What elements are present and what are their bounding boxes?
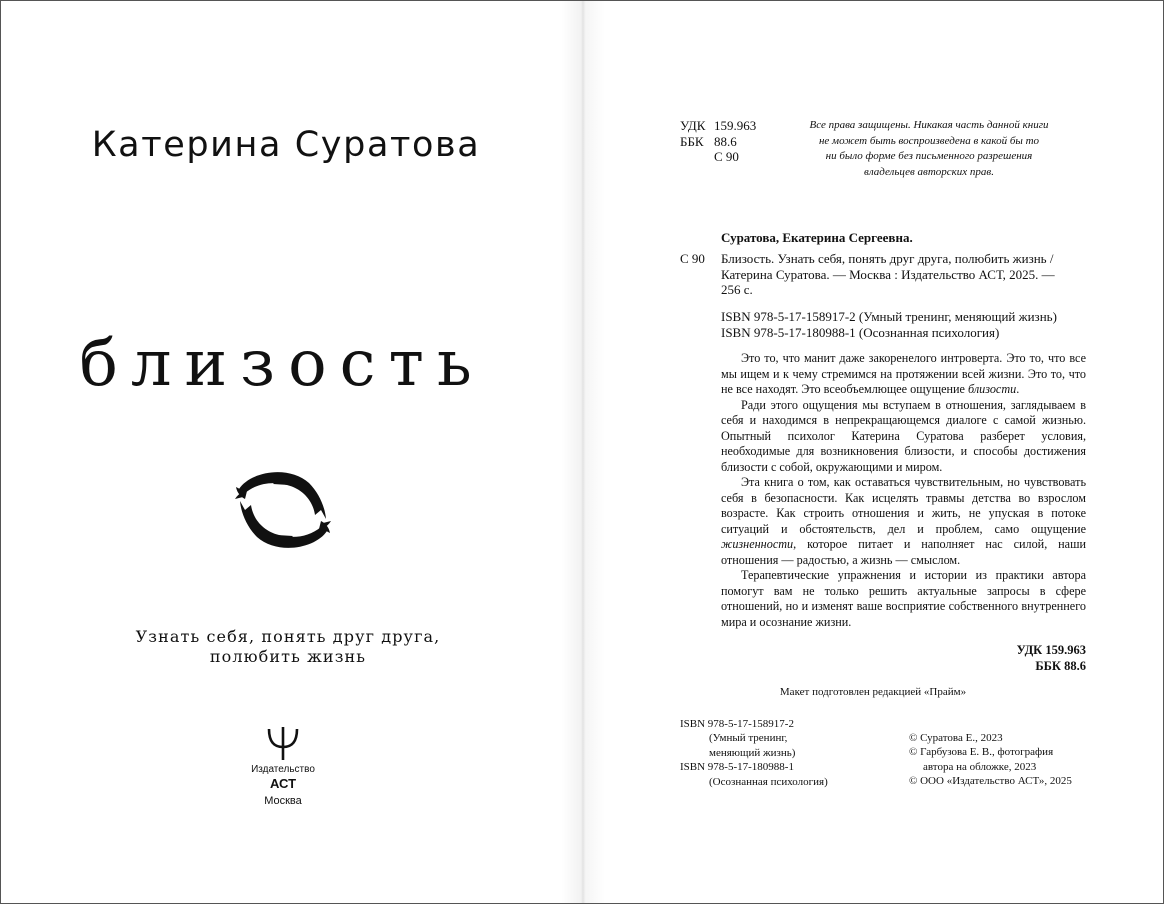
book-abstract bbox=[721, 351, 1086, 630]
subtitle-line-1: Узнать себя, понять друг друга, bbox=[135, 627, 441, 646]
abstract-paragraph: Терапевтические упражнения и истории из практики автора помогут вам не только решить актуальные запросы в сфере отношений, но и изменят ваше восприятие собственного внутреннего мира и осознание жизни. bbox=[721, 568, 1086, 629]
classification-row: УДК 159.963 bbox=[680, 118, 757, 133]
bibliographic-author: Суратова, Екатерина Сергеевна. bbox=[721, 230, 913, 245]
classification-row: ББК 88.6 bbox=[680, 133, 737, 149]
publisher-label: Издательство bbox=[251, 764, 315, 775]
abstract-paragraph: Эта книга о том, как оставаться чувствительным, но чувствовать себя в безопасности. Как исцелять травмы детства во взрослом возрасте. Как строить отношения и жить, не упуская в потоке ситуаций и обстоятельств, дел и проблем, само ощущение жизненности, которое питает и наполняет нас силой, наши отношения — радостью, а жизнь — смыслом. bbox=[721, 475, 1086, 567]
classification-codes bbox=[680, 118, 756, 165]
publisher-logo bbox=[248, 725, 318, 807]
imprint-page bbox=[583, 1, 1163, 903]
abstract-paragraph: Ради этого ощущения мы вступаем в отношения, заглядываем в себя и находимся в непрекращающемся диалоге с самой жизнью. Опытный психолог Катерина Суратова разберет условия, необходимые для возникновения близости, и способы достижения близости с собой, окружающими и миром. bbox=[721, 397, 1086, 474]
classification-row: С 90 bbox=[714, 149, 739, 165]
book-title: близость bbox=[79, 327, 485, 401]
subtitle-line-2: полюбить жизнь bbox=[209, 647, 367, 666]
bibliographic-entry: Близость. Узнать себя, понять друг друга, полюбить жизнь / Катерина Суратова. — Москва : Издательство АСТ, 2025. — 256 с. bbox=[721, 251, 1055, 298]
book-subtitle bbox=[1, 627, 575, 667]
cutter-code: С 90 bbox=[680, 251, 705, 266]
copyright-notice: © Суратова Е., 2023 © Гарбузова Е. В., фотография автора на обложке, 2023 © ООО «Издательство АСТ», 2025 bbox=[909, 732, 1072, 788]
abstract-paragraph: Это то, что манит даже закоренелого интроверта. Это то, что все мы ищем и к чему стремимся на протяжении всей жизни. Это то, что не все находят. Это всеобъемлющее ощущение близости. bbox=[721, 351, 1086, 396]
publisher-city: Москва bbox=[264, 795, 302, 807]
rights-notice: Все права защищены. Никакая часть данной книги не может быть воспроизведена в какой бы то ни было форме без письменного разрешения владельцев авторских прав. bbox=[809, 119, 1049, 178]
layout-credit: Макет подготовлен редакцией «Прайм» bbox=[779, 686, 967, 698]
psi-trident-icon bbox=[265, 725, 301, 761]
abstract-classification: УДК 159.963 ББК 88.6 bbox=[1016, 643, 1086, 673]
isbn-list: ISBN 978-5-17-158917-2 (Умный тренинг, меняющий жизнь) ISBN 978-5-17-180988-1 (Осознанная психология) bbox=[721, 309, 1057, 340]
isbn-footer: ISBN 978-5-17-158917-2 (Умный тренинг, меняющий жизнь) ISBN 978-5-17-180988-1 (Осознанная психология) bbox=[680, 718, 828, 788]
publisher-name: АСТ bbox=[269, 776, 297, 791]
author-name: Катерина Суратова bbox=[91, 125, 481, 165]
title-page bbox=[1, 1, 583, 903]
two-dolphins-circle-icon bbox=[233, 463, 333, 562]
